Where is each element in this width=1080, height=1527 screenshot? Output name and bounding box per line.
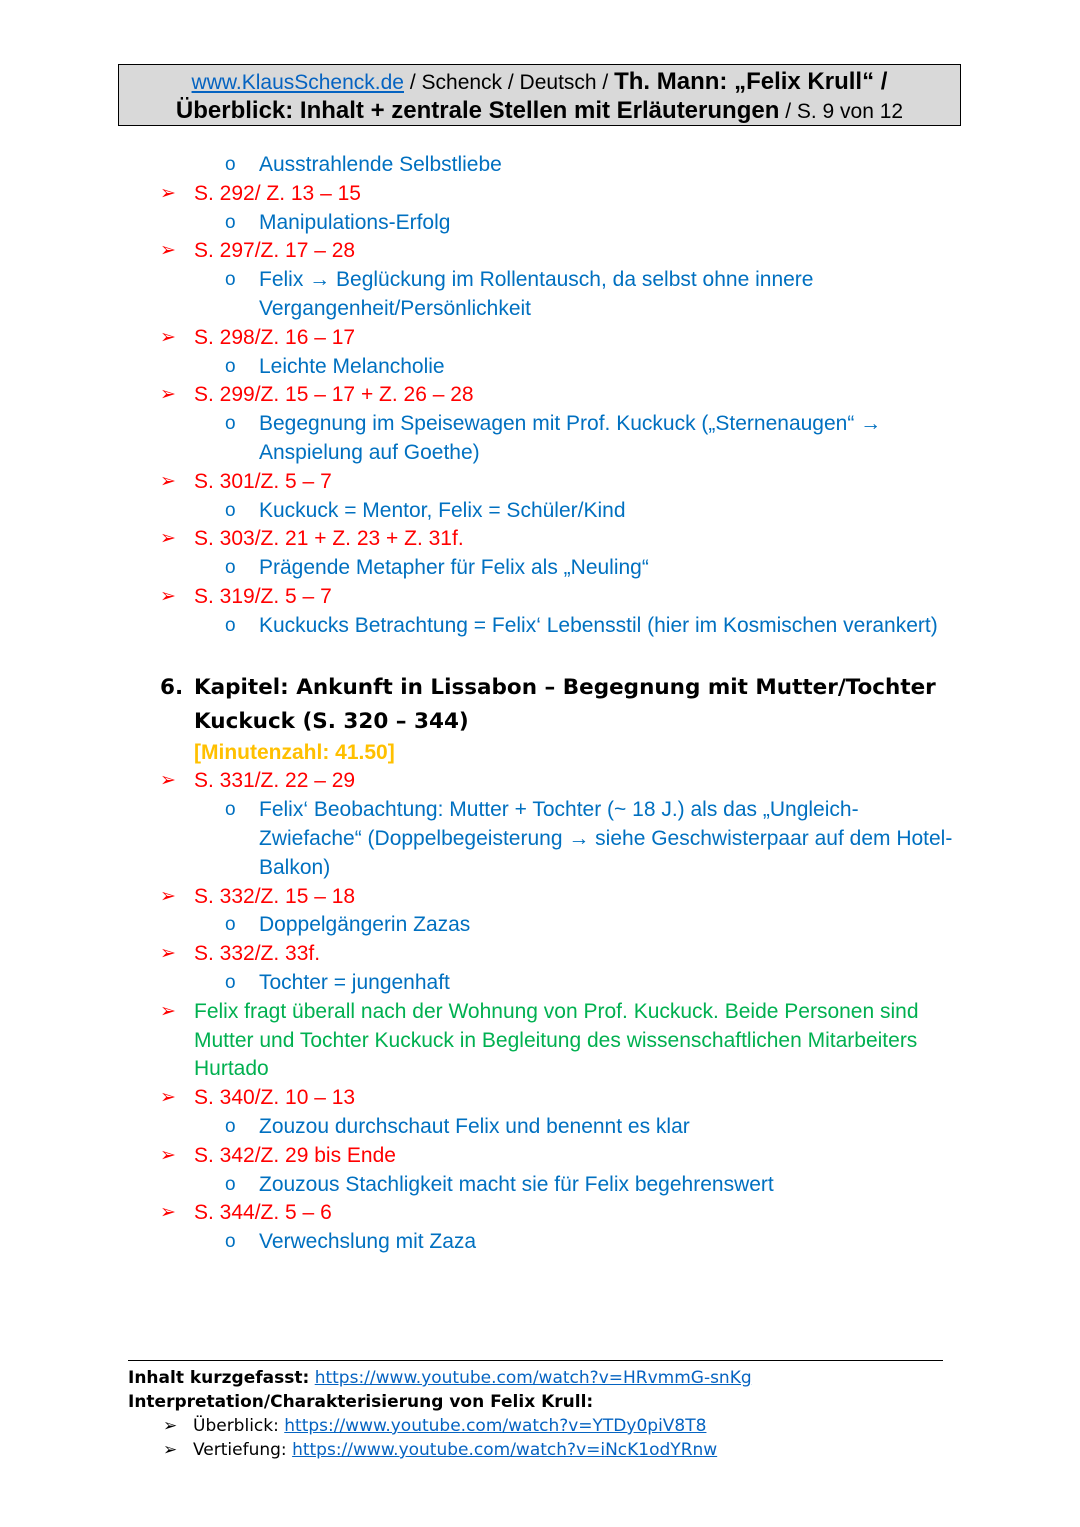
sub-list-item [160, 209, 960, 238]
item-text: Zouzous Stachligkeit macht sie für Felix begehrenswert [259, 1172, 774, 1196]
overview-label: Überblick: [193, 1416, 279, 1436]
list-part-2 [160, 767, 960, 1257]
item-text: S. 319/Z. 5 – 7 [194, 584, 332, 608]
arrow-bullet-icon: ➢ [160, 885, 176, 907]
overview-link[interactable]: https://www.youtube.com/watch?v=YTDy0piV8T8 [284, 1416, 707, 1436]
circle-bullet-icon: o [225, 799, 236, 821]
list-item [160, 767, 960, 796]
list-item [160, 468, 960, 497]
deep-link[interactable]: https://www.youtube.com/watch?v=iNcK1odYRnw [292, 1440, 718, 1460]
circle-bullet-icon: o [225, 1173, 236, 1195]
circle-bullet-icon: o [225, 914, 236, 936]
chapter-minutes-line [160, 739, 960, 768]
sub-list-item [160, 353, 960, 382]
item-text: S. 292/ Z. 13 – 15 [194, 181, 361, 205]
chapter-number: 6. [160, 674, 184, 700]
circle-bullet-icon: o [225, 355, 236, 377]
item-text: S. 299/Z. 15 – 17 + Z. 26 – 28 [194, 383, 474, 407]
list-item [160, 237, 960, 266]
arrow-bullet-icon: ➢ [160, 1202, 176, 1224]
circle-bullet-icon: o [225, 413, 236, 435]
chapter-minutes: [Minutenzahl: 41.50] [194, 740, 395, 764]
sub-list-item [160, 410, 960, 468]
item-text: Leichte Melancholie [259, 354, 445, 378]
summary-link[interactable]: https://www.youtube.com/watch?v=HRvmmG-snKg [314, 1368, 752, 1388]
sub-list-item [160, 911, 960, 940]
sub-list-item [160, 1113, 960, 1142]
page-header [118, 64, 961, 126]
arrow-bullet-icon: ➢ [160, 528, 176, 550]
item-text: Ausstrahlende Selbstliebe [259, 153, 502, 176]
header-title-2: Überblick: Inhalt + zentrale Stellen mit Erläuterungen [175, 97, 780, 124]
sub-list-item [160, 796, 960, 882]
arrow-bullet-icon: ➢ [160, 1087, 176, 1109]
arrow-bullet-icon: ➢ [163, 1440, 178, 1460]
list-item [160, 324, 960, 353]
sub-list-item [160, 1228, 960, 1257]
list-item [160, 1142, 960, 1171]
arrow-bullet-icon: ➢ [160, 943, 176, 965]
item-text: Begegnung im Speisewagen mit Prof. Kuckuck („Sternenaugen“ → Anspielung auf Goethe) [259, 412, 882, 464]
list-item [160, 583, 960, 612]
circle-bullet-icon: o [225, 971, 236, 993]
list-item [160, 998, 960, 1084]
sub-list-item [160, 969, 960, 998]
list-item [160, 381, 960, 410]
footer-summary-line [128, 1366, 943, 1390]
summary-label: Inhalt kurzgefasst: [128, 1368, 310, 1388]
list-item [160, 883, 960, 912]
arrow-bullet-icon: ➢ [160, 326, 176, 348]
sub-list-item [160, 151, 960, 180]
sub-list-item [160, 1171, 960, 1200]
arrow-bullet-icon: ➢ [160, 770, 176, 792]
item-text: S. 331/Z. 22 – 29 [194, 769, 356, 793]
item-text: S. 297/Z. 17 – 28 [194, 239, 356, 263]
sub-list-item [160, 497, 960, 526]
item-text: S. 301/Z. 5 – 7 [194, 469, 332, 493]
circle-bullet-icon: o [225, 557, 236, 579]
list-item [160, 1199, 960, 1228]
chapter-heading [160, 671, 960, 739]
sub-list-item [160, 612, 960, 641]
arrow-bullet-icon: ➢ [160, 585, 176, 607]
item-text: S. 332/Z. 33f. [194, 942, 321, 966]
list-item [160, 940, 960, 969]
item-text: Kuckuck = Mentor, Felix = Schüler/Kind [259, 498, 626, 522]
item-text: Kuckucks Betrachtung = Felix‘ Lebensstil (hier im Kosmischen verankert) [259, 613, 938, 637]
header-line-1 [119, 68, 960, 97]
item-text: S. 332/Z. 15 – 18 [194, 884, 356, 908]
footer-deep-line [128, 1438, 943, 1462]
circle-bullet-icon: o [225, 211, 236, 233]
circle-bullet-icon: o [225, 1231, 236, 1253]
header-line-2 [119, 97, 960, 126]
chapter-title: Kapitel: Ankunft in Lissabon – Begegnung mit Mutter/Tochter Kuckuck (S. 320 – 344) [194, 674, 936, 734]
item-text: Verwechslung mit Zaza [259, 1230, 477, 1254]
arrow-bullet-icon: ➢ [160, 240, 176, 262]
arrow-bullet-icon: ➢ [160, 384, 176, 406]
footer-overview-line [128, 1414, 943, 1438]
content [160, 151, 960, 1257]
sub-list-item [160, 554, 960, 583]
header-title-1: Th. Mann: „Felix Krull“ / [614, 68, 888, 95]
item-text: S. 340/Z. 10 – 13 [194, 1086, 356, 1110]
arrow-bullet-icon: ➢ [160, 1144, 176, 1166]
arrow-bullet-icon: ➢ [160, 1000, 176, 1022]
item-text: Felix fragt überall nach der Wohnung von Prof. Kuckuck. Beide Personen sind Mutter und Tochter Kuckuck in Begleitung des wissenschaftlichen Mitarbeiters Hurtado [194, 999, 919, 1081]
item-text: S. 303/Z. 21 + Z. 23 + Z. 31f. [194, 527, 464, 551]
item-text: Felix‘ Beobachtung: Mutter + Tochter (~ 18 J.) als das „Ungleich-Zwiefache“ (Doppelbegeisterung → siehe Geschwisterpaar auf dem Hotel-Balkon) [259, 798, 953, 879]
item-text: Zouzou durchschaut Felix und benennt es klar [259, 1114, 690, 1138]
site-link[interactable]: www.KlausSchenck.de [191, 71, 404, 94]
header-page-number: / S. 9 von 12 [779, 100, 904, 123]
arrow-bullet-icon: ➢ [163, 1416, 178, 1436]
item-text: S. 344/Z. 5 – 6 [194, 1201, 332, 1225]
circle-bullet-icon: o [225, 614, 236, 636]
deep-label: Vertiefung: [193, 1440, 287, 1460]
item-text: Prägende Metapher für Felix als „Neuling“ [259, 556, 649, 580]
circle-bullet-icon: o [225, 499, 236, 521]
item-text: Felix → Beglückung im Rollentausch, da selbst ohne innere Vergangenheit/Persönlichkeit [259, 268, 814, 320]
circle-bullet-icon: o [225, 1115, 236, 1137]
header-path: / Schenck / Deutsch / [404, 71, 615, 94]
item-text: S. 342/Z. 29 bis Ende [194, 1143, 396, 1167]
item-text: Doppelgängerin Zazas [259, 913, 471, 937]
interp-label: Interpretation/Charakterisierung von Felix Krull: [128, 1392, 594, 1412]
arrow-bullet-icon: ➢ [160, 182, 176, 204]
list-item [160, 180, 960, 209]
sub-list-item [160, 266, 960, 324]
arrow-bullet-icon: ➢ [160, 470, 176, 492]
circle-bullet-icon: o [225, 154, 236, 175]
item-text: S. 298/Z. 16 – 17 [194, 325, 356, 349]
item-text: Manipulations-Erfolg [259, 210, 451, 234]
list-item [160, 525, 960, 554]
list-item [160, 1084, 960, 1113]
footer [128, 1360, 943, 1462]
item-text: Tochter = jungenhaft [259, 970, 450, 994]
circle-bullet-icon: o [225, 269, 236, 291]
list-part-1 [160, 151, 960, 641]
